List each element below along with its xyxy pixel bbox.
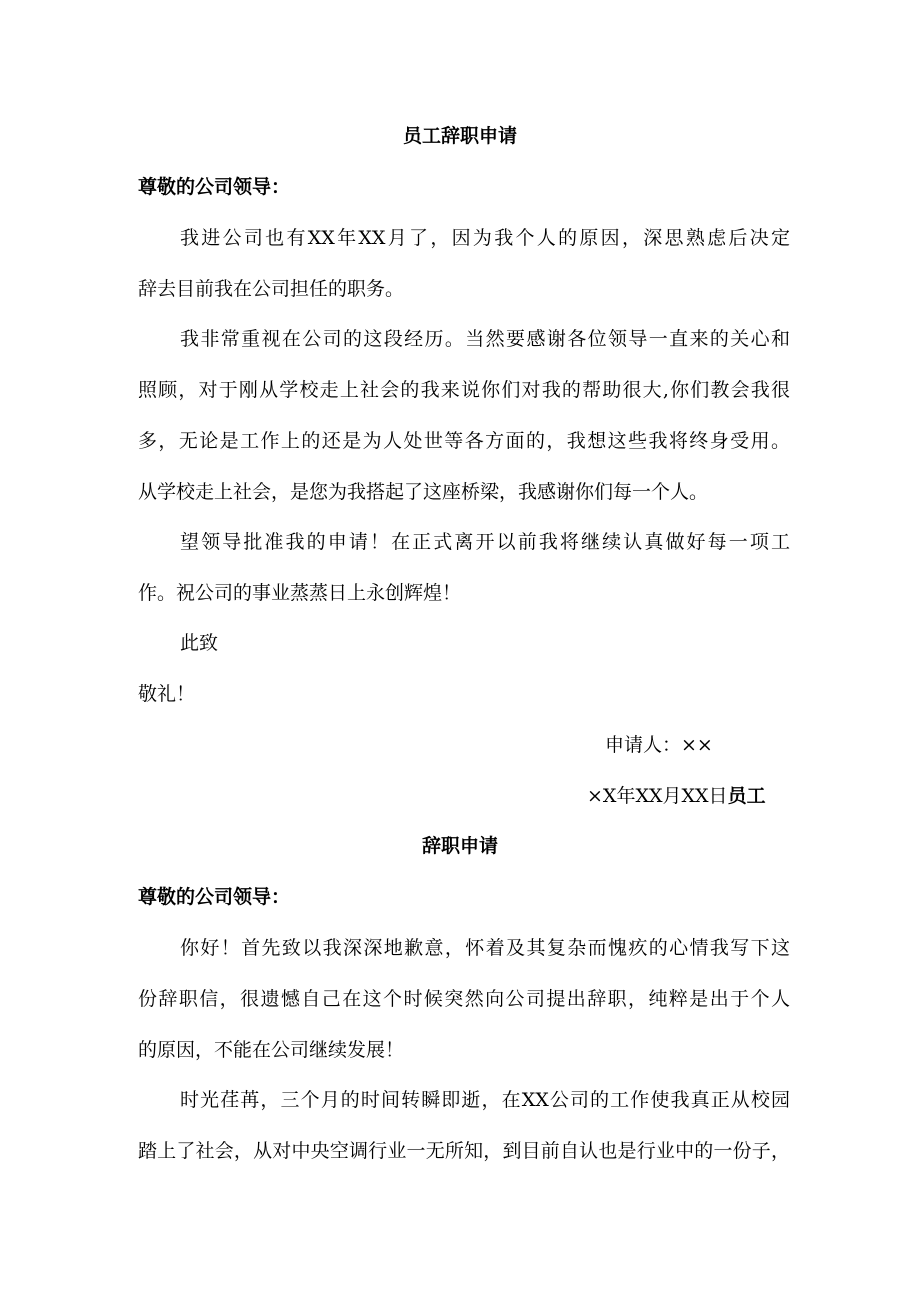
letter1-applicant: 申请人：×× — [605, 734, 713, 756]
letter1-paragraph-line: 我进公司也有XX年XX月了，因为我个人的原因，深思熟虑后决定 — [180, 227, 790, 249]
letter1-closing-jing-li: 敬礼！ — [138, 683, 196, 705]
letter2-salutation: 尊敬的公司领导： — [138, 886, 291, 908]
letter1-paragraph-line: 作。祝公司的事业蒸蒸日上永创辉煌！ — [138, 582, 462, 604]
letter2-title: 辞职申请 — [421, 835, 498, 857]
letter1-salutation: 尊敬的公司领导： — [138, 176, 291, 198]
letter1-paragraph-line: 多，无论是工作上的还是为人处世等各方面的，我想这些我将终身受用。 — [138, 430, 790, 452]
letter1-date-suffix: 员工 — [727, 785, 766, 807]
letter2-paragraph-line: 时光荏苒，三个月的时间转瞬即逝，在XX公司的工作使我真正从校园 — [180, 1089, 790, 1111]
letter1-paragraph-line: 我非常重视在公司的这段经历。当然要感谢各位领导一直来的关心和 — [180, 328, 790, 350]
letter2-paragraph-line: 份辞职信，很遗憾自己在这个时候突然向公司提出辞职，纯粹是出于个人 — [138, 988, 790, 1010]
letter1-paragraph-line: 望领导批准我的申请！在正式离开以前我将继续认真做好每一项工 — [180, 531, 790, 553]
letter1-paragraph-line: 从学校走上社会，是您为我搭起了这座桥梁，我感谢你们每一个人。 — [138, 481, 709, 503]
letter1-date — [587, 783, 766, 809]
letter1-paragraph-line: 辞去目前我在公司担任的职务。 — [138, 278, 405, 300]
letter2-paragraph-line: 踏上了社会，从对中央空调行业一无所知，到目前自认也是行业中的一份子， — [138, 1140, 790, 1162]
letter2-paragraph-line: 的原因，不能在公司继续发展！ — [138, 1039, 405, 1061]
letter1-date-text: ×X年XX月XX日 — [587, 785, 728, 807]
letter1-closing-ci-zhi: 此致 — [180, 632, 219, 654]
letter1-paragraph-line: 照顾，对于刚从学校走上社会的我来说你们对我的帮助很大,你们教会我很 — [138, 379, 790, 401]
letter2-paragraph-line: 你好！首先致以我深深地歉意，怀着及其复杂而愧疚的心情我写下这 — [180, 937, 790, 959]
letter1-title: 员工辞职申请 — [402, 125, 517, 147]
